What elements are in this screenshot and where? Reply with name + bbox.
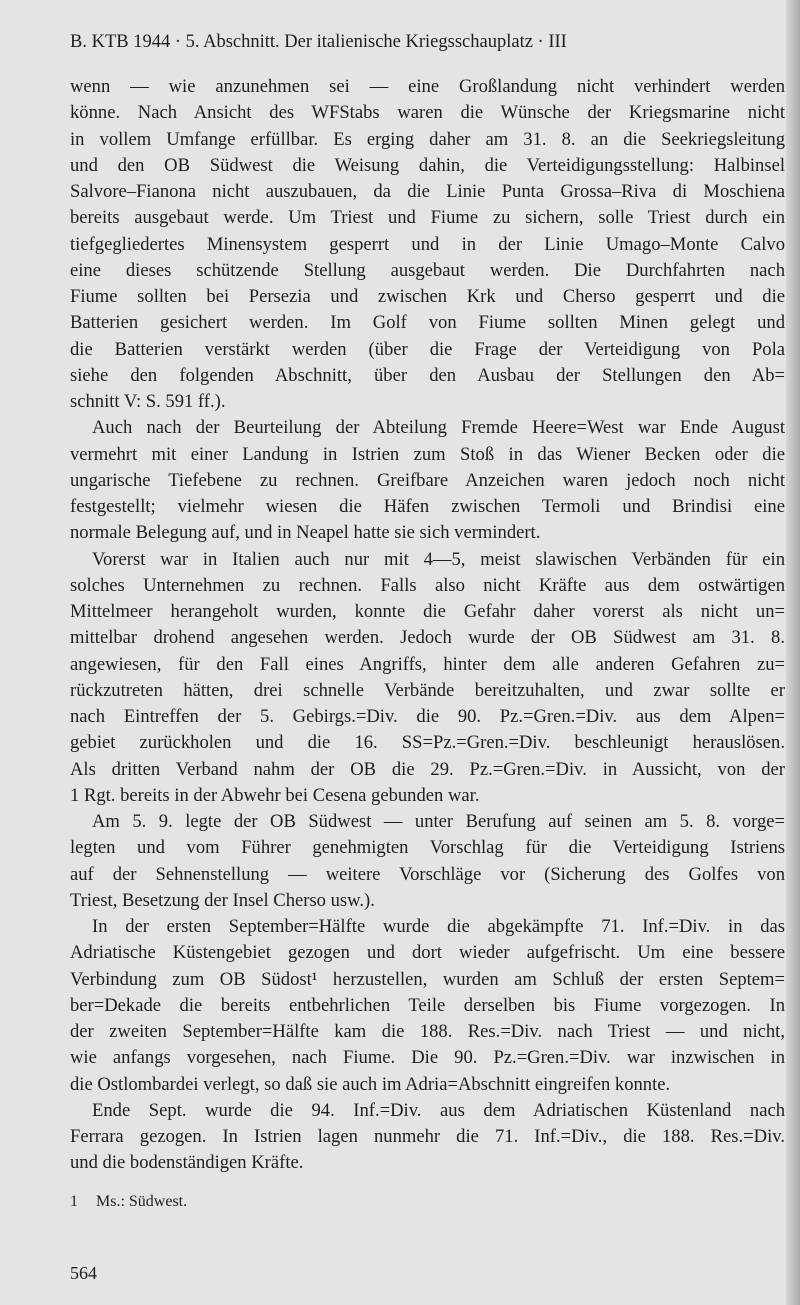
text-line: und den OB Südwest die Weisung dahin, die Verteidigungsstellung: Halbinsel	[70, 154, 785, 176]
text-line: Vorerst war in Italien auch nur mit 4—5, meist slawischen Verbänden für ein	[92, 548, 785, 570]
footnote-text: Ms.: Südwest.	[96, 1192, 188, 1210]
text-line: und die bodenständigen Kräfte.	[70, 1152, 304, 1174]
text-line: Fiume sollten bei Persezia und zwischen Krk und Cherso gesperrt und die	[70, 286, 785, 307]
text-line: mittelbar drohend angesehen werden. Jedoch wurde der OB Südwest am 31. 8.	[70, 627, 785, 649]
text-line: rückzutreten hätten, drei schnelle Verbände bereitzuhalten, und zwar sollte er	[70, 679, 785, 701]
text-line: bereits ausgebaut werde. Um Triest und Fiume zu sichern, solle Triest durch ein	[70, 207, 785, 229]
body-text	[70, 74, 785, 1177]
text-line: vermehrt mit einer Landung in Istrien zum Stoß in das Wiener Becken oder die	[70, 443, 785, 465]
text-line: wenn — wie anzunehmen sei — eine Großlandung nicht verhindert werden	[70, 76, 785, 97]
footnote-number: 1	[70, 1192, 78, 1210]
text-line: in vollem Umfange erfüllbar. Es erging daher am 31. 8. an die Seekriegsleitung	[70, 128, 785, 150]
text-line: siehe den folgenden Abschnitt, über den Ausbau der Stellungen den Ab=	[70, 364, 785, 386]
footnote	[70, 1191, 785, 1213]
text-line: nach Eintreffen der 5. Gebirgs.=Div. die 90. Pz.=Gren.=Div. aus dem Alpen=	[70, 706, 785, 727]
text-line: Salvore–Fianona nicht auszubauen, da die Linie Punta Grossa–Riva di Moschiena	[70, 181, 785, 202]
text-line: legten und vom Führer genehmigten Vorschlag für die Verteidigung Istriens	[70, 837, 785, 859]
text-line: ber=Dekade die bereits entbehrlichen Teile derselben bis Fiume vorgezogen. In	[70, 994, 785, 1016]
page-number: 564	[70, 1262, 97, 1283]
text-line: Ferrara gezogen. In Istrien lagen nunmehr die 71. Inf.=Div., die 188. Res.=Div.	[70, 1126, 785, 1147]
paragraph	[70, 547, 785, 810]
text-line: normale Belegung auf, und in Neapel hatte sie sich vermindert.	[70, 522, 541, 544]
text-line: Als dritten Verband nahm der OB die 29. Pz.=Gren.=Div. in Aussicht, von der	[70, 758, 785, 780]
text-line: Adriatische Küstengebiet gezogen und dort wieder aufgefrischt. Um eine bessere	[70, 942, 785, 964]
text-line: eine dieses schützende Stellung ausgebaut werden. Die Durchfahrten nach	[70, 259, 785, 281]
paragraph	[70, 415, 785, 546]
text-line: tiefgegliedertes Minensystem gesperrt und in der Linie Umago–Monte Calvo	[70, 233, 785, 255]
text-line: festgestellt; vielmehr wiesen die Häfen zwischen Termoli und Brindisi eine	[70, 496, 785, 517]
text-line: der zweiten September=Hälfte kam die 188. Res.=Div. nach Triest — und nicht,	[70, 1021, 785, 1042]
text-line: angewiesen, für den Fall eines Angriffs, hinter dem alle anderen Gefahren zu=	[70, 653, 785, 675]
paragraph	[70, 1098, 785, 1177]
page-edge-shadow	[786, 0, 800, 1305]
text-line: wie anfangs vorgesehen, nach Fiume. Die 90. Pz.=Gren.=Div. war inzwischen in	[70, 1047, 785, 1069]
text-line: Auch nach der Beurteilung der Abteilung Fremde Heere=West war Ende August	[92, 417, 785, 439]
text-line: auf der Sehnenstellung — weitere Vorschläge vor (Sicherung des Golfes von	[70, 863, 785, 885]
text-line: Mittelmeer herangeholt wurden, konnte die Gefahr daher vorerst als nicht un=	[70, 601, 785, 622]
text-line: die Batterien verstärkt werden (über die Frage der Verteidigung von Pola	[70, 338, 785, 360]
text-line: ungarische Tiefebene zu rechnen. Greifbare Anzeichen waren jedoch noch nicht	[70, 469, 785, 491]
paragraph	[70, 809, 785, 914]
text-line: Batterien gesichert werden. Im Golf von Fiume sollten Minen gelegt und	[70, 312, 785, 334]
text-line: könne. Nach Ansicht des WFStabs waren die Wünsche der Kriegsmarine nicht	[70, 102, 785, 124]
running-header: B. KTB 1944 · 5. Abschnitt. Der italienische Kriegsschauplatz · III	[70, 32, 567, 52]
text-line: schnitt V: S. 591 ff.).	[70, 391, 226, 412]
text-line: Verbindung zum OB Südost¹ herzustellen, wurden am Schluß der ersten Septem=	[70, 968, 785, 990]
text-line: gebiet zurückholen und die 16. SS=Pz.=Gren.=Div. beschleunigt herauslösen.	[70, 732, 785, 754]
text-line: Triest, Besetzung der Insel Cherso usw.).	[70, 889, 375, 911]
paragraph	[70, 914, 785, 1098]
text-line: solches Unternehmen zu rechnen. Falls also nicht Kräfte aus dem ostwärtigen	[70, 574, 785, 596]
text-line: Ende Sept. wurde die 94. Inf.=Div. aus dem Adriatischen Küstenland nach	[92, 1099, 785, 1121]
text-line: Am 5. 9. legte der OB Südwest — unter Berufung auf seinen am 5. 8. vorge=	[92, 811, 785, 832]
text-line: die Ostlombardei verlegt, so daß sie auch im Adria=Abschnitt eingreifen konnte.	[70, 1073, 671, 1095]
paragraph	[70, 74, 785, 415]
text-line: In der ersten September=Hälfte wurde die abgekämpfte 71. Inf.=Div. in das	[92, 916, 785, 937]
text-line: 1 Rgt. bereits in der Abwehr bei Cesena gebunden war.	[70, 784, 480, 806]
